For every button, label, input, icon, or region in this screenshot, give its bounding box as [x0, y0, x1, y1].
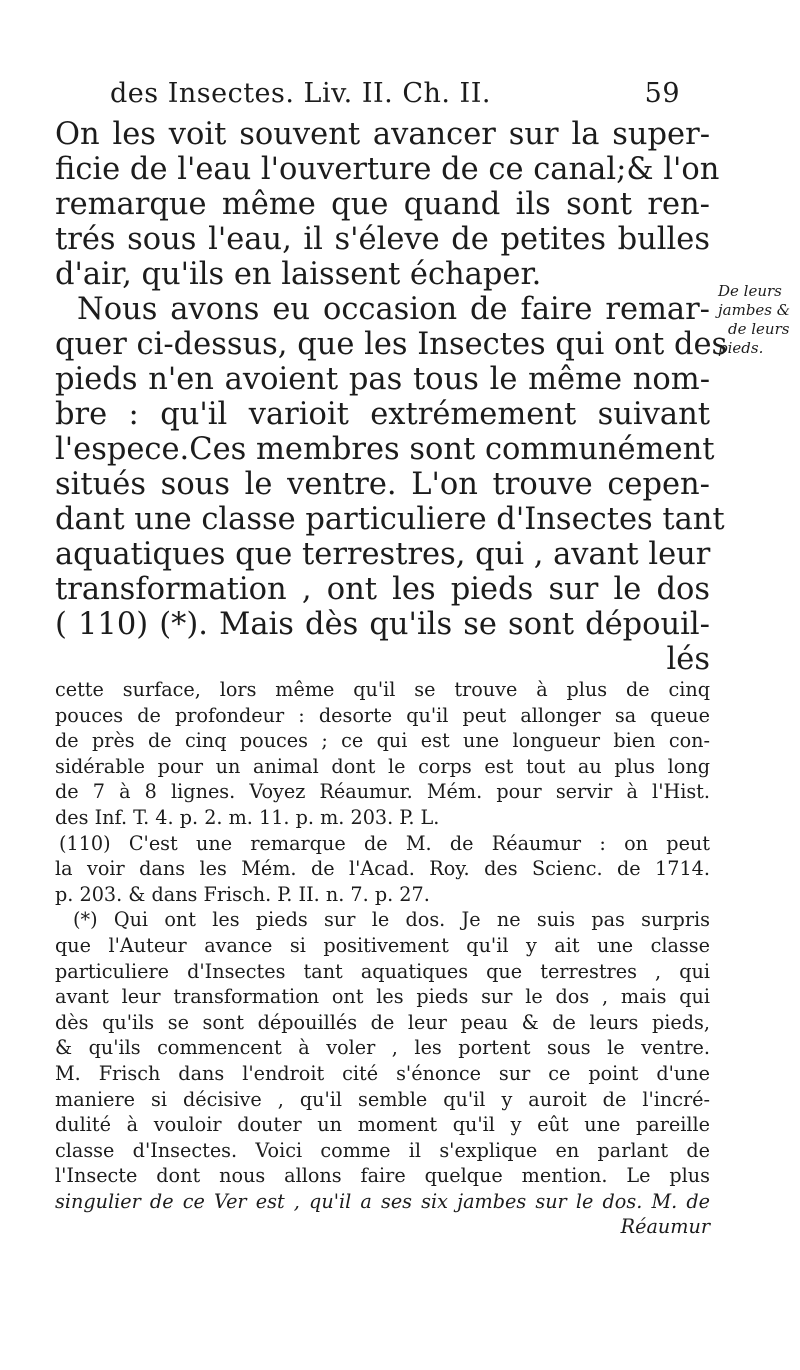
footnote-line: la voir dans les Mém. de l'Acad. Roy. des Scienc. de 1714. [55, 857, 710, 881]
text-line: On les voit souvent avancer sur la super- [55, 117, 710, 152]
footnote-line: p. 203. & dans Frisch. P. II. n. 7. p. 27. [55, 882, 430, 906]
footnote-line: classe d'Insectes. Voici comme il s'explique en parlant de [55, 1138, 710, 1162]
footnote-line: cette surface, lors même qu'il se trouve à plus de cinq [55, 678, 710, 701]
catchword: lés [666, 642, 710, 677]
text-line: aquatiques que terrestres, qui , avant leur [55, 537, 711, 572]
footnote-line: de près de cinq pouces ; ce qui est une longueur bien con- [55, 729, 710, 753]
footnote-line: maniere si décisive , qu'il semble qu'il y auroit de l'incré- [55, 1087, 710, 1111]
footnote-line: particuliere d'Insectes tant aquatiques que terrestres , qui [55, 959, 710, 983]
margin-note [718, 282, 798, 358]
footnote-line: dulité à vouloir douter un moment qu'il y eût une pareille [55, 1113, 710, 1137]
page-number: 59 [644, 78, 680, 109]
footnote-line: M. Frisch dans l'endroit cité s'énonce sur ce point d'une [55, 1061, 710, 1085]
footnote-line: sidérable pour un animal dont le corps est tout au plus long [55, 754, 710, 778]
margin-note-line: jambes & [718, 301, 791, 319]
text-line: situés sous le ventre. L'on trouve cepen- [55, 467, 710, 502]
text-line: l'espece.Ces membres sont communément [55, 432, 715, 467]
footnote-line: singulier de ce Ver est , qu'il a ses six jambes sur le dos. M. de [55, 1189, 710, 1213]
text-line: ( 110) (*). Mais dès qu'ils se sont dépouil- [55, 607, 710, 642]
text-line: transformation , ont les pieds sur le dos [55, 572, 710, 607]
text-line: d'air, qu'ils en laissent échaper. [55, 257, 542, 292]
text-line: trés sous l'eau, il s'éleve de petites bulles [55, 222, 710, 257]
footnote-line: (110) C'est une remarque de M. de Réaumur : on peut [59, 831, 710, 855]
running-title: des Insectes. Liv. II. Ch. II. [110, 78, 491, 109]
footnote-line: pouces de profondeur : desorte qu'il peut allonger sa queue [55, 703, 710, 727]
footnote-line: dès qu'ils se sont dépouillés de leur peau & de leurs pieds, [55, 1010, 710, 1034]
margin-note-line: pieds. [718, 339, 764, 357]
text-line: dant une classe particuliere d'Insectes tant [55, 502, 725, 537]
footnote-line: de 7 à 8 lignes. Voyez Réaumur. Mém. pour servir à l'Hist. [55, 780, 710, 804]
text-line: bre : qu'il varioit extrémement suivant [55, 397, 710, 432]
text-line: remarque même que quand ils sont ren- [55, 187, 710, 222]
text-line: quer ci-dessus, que les Insectes qui ont des [55, 327, 728, 362]
text-line: pieds n'en avoient pas tous le même nom- [55, 362, 710, 397]
margin-note-line: de leurs [728, 320, 790, 338]
footnote-line: que l'Auteur avance si positivement qu'il y ait une classe [55, 933, 710, 957]
footnote-line: l'Insecte dont nous allons faire quelque mention. Le plus [55, 1164, 710, 1188]
footnote-line: des Inf. T. 4. p. 2. m. 11. p. m. 203. P. L. [55, 805, 440, 829]
margin-note-line: De leurs [718, 282, 782, 300]
footnote-line: & qu'ils commencent à voler , les portent sous le ventre. [55, 1036, 710, 1060]
footnotes [55, 677, 710, 1240]
text-line: ficie de l'eau l'ouverture de ce canal;& l'on [55, 152, 720, 187]
main-text [55, 117, 728, 677]
text-line: Nous avons eu occasion de faire remar- [77, 292, 710, 327]
footnote-line: (*) Qui ont les pieds sur le dos. Je ne suis pas surpris [73, 908, 710, 932]
footnote-line: avant leur transformation ont les pieds sur le dos , mais qui [55, 985, 710, 1009]
catchword: Réaumur [620, 1215, 710, 1239]
running-header [110, 78, 680, 109]
